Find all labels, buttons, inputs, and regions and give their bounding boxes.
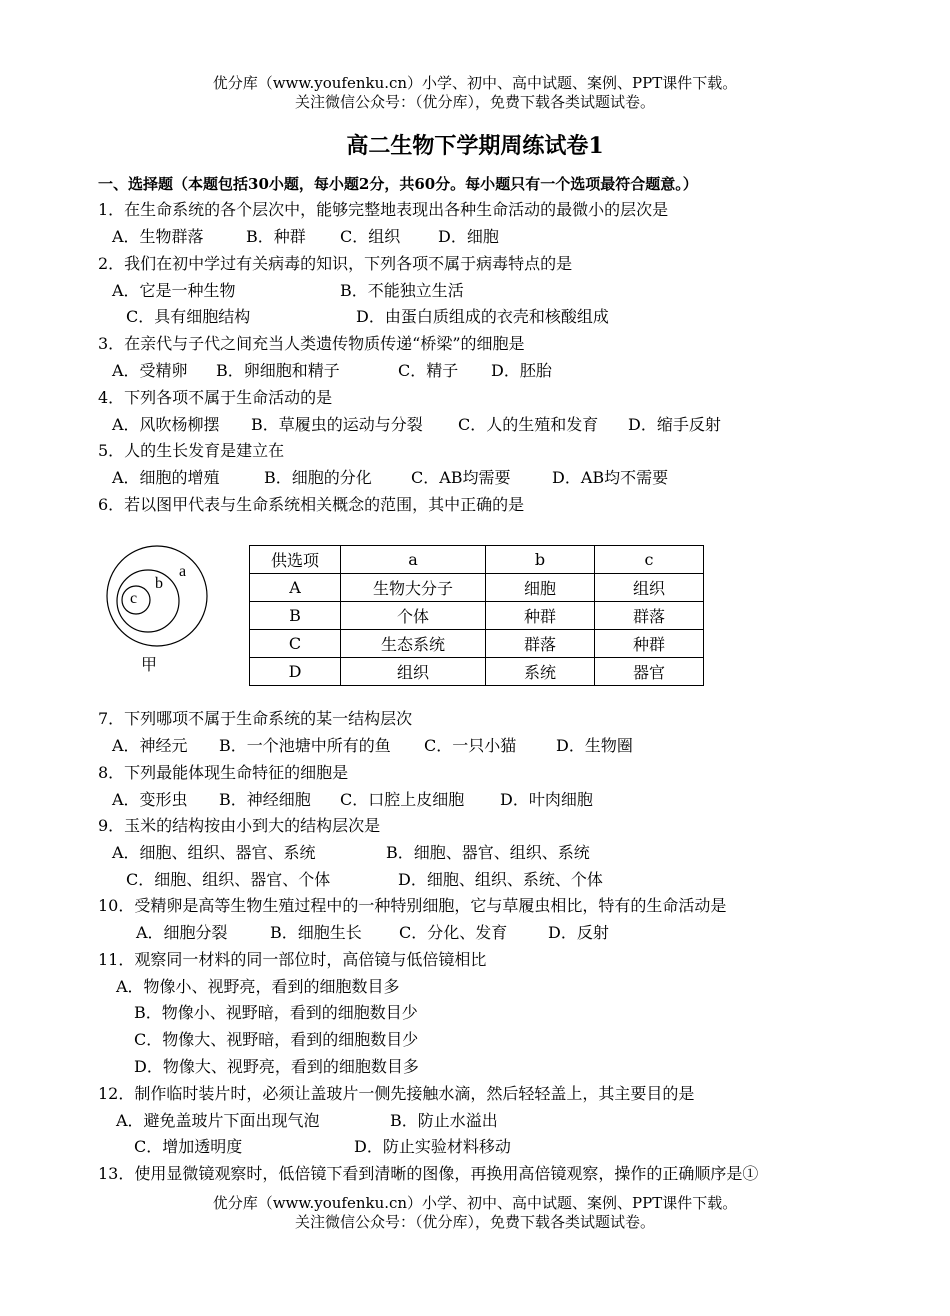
question-2-option-d: D．由蛋白质组成的衣壳和核酸组成 — [356, 307, 609, 326]
figure-caption: 甲 — [141, 655, 158, 674]
question-4-option-b: B．草履虫的运动与分裂 — [251, 415, 423, 434]
question-2-option-b: B．不能独立生活 — [340, 281, 464, 300]
question-9-option-a: A．细胞、组织、器官、系统 — [112, 843, 316, 862]
table-cell: 群落 — [595, 602, 704, 630]
question-13-stem: 13．使用显微镜观察时，低倍镜下看到清晰的图像，再换用高倍镜观察，操作的正确顺序是① — [98, 1164, 759, 1183]
table-cell: A — [250, 574, 341, 602]
question-11-option-c: C．物像大、视野暗，看到的细胞数目少 — [134, 1030, 419, 1049]
section-heading: 一、选择题（本题包括30小题，每小题2分，共60分。每小题只有一个选项最符合题意。） — [98, 175, 698, 193]
question-3-stem: 3．在亲代与子代之间充当人类遗传物质传递“桥梁”的细胞是 — [98, 334, 525, 353]
question-8-option-b: B．神经细胞 — [219, 790, 311, 809]
table-cell: C — [250, 630, 341, 658]
page-title: 高二生物下学期周练试卷1 — [346, 133, 604, 159]
table-cell: 群落 — [486, 630, 595, 658]
question-1-option-a: A．生物群落 — [112, 227, 204, 246]
question-11-option-d: D．物像大、视野亮，看到的细胞数目多 — [134, 1057, 419, 1076]
table-cell: 种群 — [595, 630, 704, 658]
question-9-stem: 9．玉米的结构按由小到大的结构层次是 — [98, 816, 381, 835]
question-8-option-c: C．口腔上皮细胞 — [340, 790, 465, 809]
question-3-option-a: A．受精卵 — [112, 361, 188, 380]
question-3-option-b: B．卵细胞和精子 — [216, 361, 340, 380]
table-header-cell: a — [341, 546, 486, 574]
question-12-option-a: A．避免盖玻片下面出现气泡 — [116, 1111, 320, 1130]
question-12-stem: 12．制作临时装片时，必须让盖玻片一侧先接触水滴，然后轻轻盖上，其主要目的是 — [98, 1084, 695, 1103]
question-7-option-a: A．神经元 — [112, 736, 188, 755]
question-5-option-d: D．AB均不需要 — [552, 468, 669, 487]
nested-circles-figure — [100, 540, 220, 680]
question-8-option-d: D．叶肉细胞 — [500, 790, 593, 809]
question-6-stem: 6．若以图甲代表与生命系统相关概念的范围，其中正确的是 — [98, 495, 525, 514]
table-header-cell: b — [486, 546, 595, 574]
circle-label-a: a — [179, 563, 187, 580]
concept-circle-diagram — [100, 540, 220, 680]
question-8-option-a: A．变形虫 — [112, 790, 188, 809]
circle-label-c: c — [130, 590, 138, 607]
table-cell: 器官 — [595, 658, 704, 686]
table-row — [250, 658, 704, 686]
question-7-option-d: D．生物圈 — [556, 736, 633, 755]
table-cell: 生态系统 — [341, 630, 486, 658]
question-2-option-c: C．具有细胞结构 — [126, 307, 251, 326]
table-row — [250, 602, 704, 630]
header-line-2: 关注微信公众号：（优分库），免费下载各类试题试卷。 — [294, 93, 655, 111]
question-7-option-b: B．一个池塘中所有的鱼 — [219, 736, 391, 755]
question-7-stem: 7．下列哪项不属于生命系统的某一结构层次 — [98, 709, 413, 728]
table-cell: 组织 — [341, 658, 486, 686]
middle-circle-b — [117, 570, 179, 632]
question-10-option-d: D．反射 — [548, 923, 609, 942]
question-5-option-c: C．AB均需要 — [411, 468, 511, 487]
table-cell: 系统 — [486, 658, 595, 686]
question-1-option-c: C．组织 — [340, 227, 401, 246]
question-9-option-d: D．细胞、组织、系统、个体 — [398, 870, 603, 889]
table-cell: 细胞 — [486, 574, 595, 602]
table-header-cell: c — [595, 546, 704, 574]
question-2-stem: 2．我们在初中学过有关病毒的知识，下列各项不属于病毒特点的是 — [98, 254, 573, 273]
question-3-option-c: C．精子 — [398, 361, 459, 380]
question-12-option-d: D．防止实验材料移动 — [354, 1137, 511, 1156]
footer-line-2: 关注微信公众号：（优分库），免费下载各类试题试卷。 — [294, 1213, 655, 1231]
footer-line-1: 优分库（www.youfenku.cn）小学、初中、高中试题、案例、PPT课件下载。 — [212, 1194, 738, 1212]
question-1-option-d: D．细胞 — [438, 227, 499, 246]
question-3-option-d: D．胚胎 — [491, 361, 552, 380]
question-1-option-b: B．种群 — [246, 227, 306, 246]
question-11-option-b: B．物像小、视野暗，看到的细胞数目少 — [134, 1003, 418, 1022]
question-4-option-a: A．风吹杨柳摆 — [112, 415, 220, 434]
question-9-option-b: B．细胞、器官、组织、系统 — [386, 843, 590, 862]
circle-label-b: b — [155, 575, 163, 592]
header-line-1: 优分库（www.youfenku.cn）小学、初中、高中试题、案例、PPT课件下载。 — [212, 74, 738, 92]
question-10-stem: 10．受精卵是高等生物生殖过程中的一种特别细胞，它与草履虫相比，特有的生命活动是 — [98, 896, 727, 915]
question-12-option-b: B．防止水溢出 — [390, 1111, 498, 1130]
table-cell: 生物大分子 — [341, 574, 486, 602]
question-9-option-c: C．细胞、组织、器官、个体 — [126, 870, 331, 889]
table-cell: B — [250, 602, 341, 630]
table-cell: 组织 — [595, 574, 704, 602]
table-cell: 个体 — [341, 602, 486, 630]
question-4-option-c: C．人的生殖和发育 — [458, 415, 599, 434]
question-12-option-c: C．增加透明度 — [134, 1137, 243, 1156]
question-2-option-a: A．它是一种生物 — [112, 281, 236, 300]
options-table — [249, 545, 704, 686]
question-5-stem: 5．人的生长发育是建立在 — [98, 441, 285, 460]
table-cell: D — [250, 658, 341, 686]
question-4-stem: 4．下列各项不属于生命活动的是 — [98, 388, 333, 407]
question-5-option-b: B．细胞的分化 — [264, 468, 372, 487]
table-header-cell: 供选项 — [250, 546, 341, 574]
table-row — [250, 630, 704, 658]
question-11-option-a: A．物像小、视野亮，看到的细胞数目多 — [116, 977, 400, 996]
question-7-option-c: C．一只小猫 — [424, 736, 517, 755]
table-cell: 种群 — [486, 602, 595, 630]
question-10-option-b: B．细胞生长 — [270, 923, 362, 942]
question-1-stem: 1．在生命系统的各个层次中，能够完整地表现出各种生命活动的最微小的层次是 — [98, 200, 669, 219]
table-header-row — [250, 546, 704, 574]
question-8-stem: 8．下列最能体现生命特征的细胞是 — [98, 763, 349, 782]
question-4-option-d: D．缩手反射 — [628, 415, 721, 434]
question-5-option-a: A．细胞的增殖 — [112, 468, 220, 487]
question-11-stem: 11．观察同一材料的同一部位时，高倍镜与低倍镜相比 — [98, 950, 487, 969]
table-row — [250, 574, 704, 602]
question-10-option-a: A．细胞分裂 — [136, 923, 228, 942]
question-10-option-c: C．分化、发育 — [399, 923, 508, 942]
